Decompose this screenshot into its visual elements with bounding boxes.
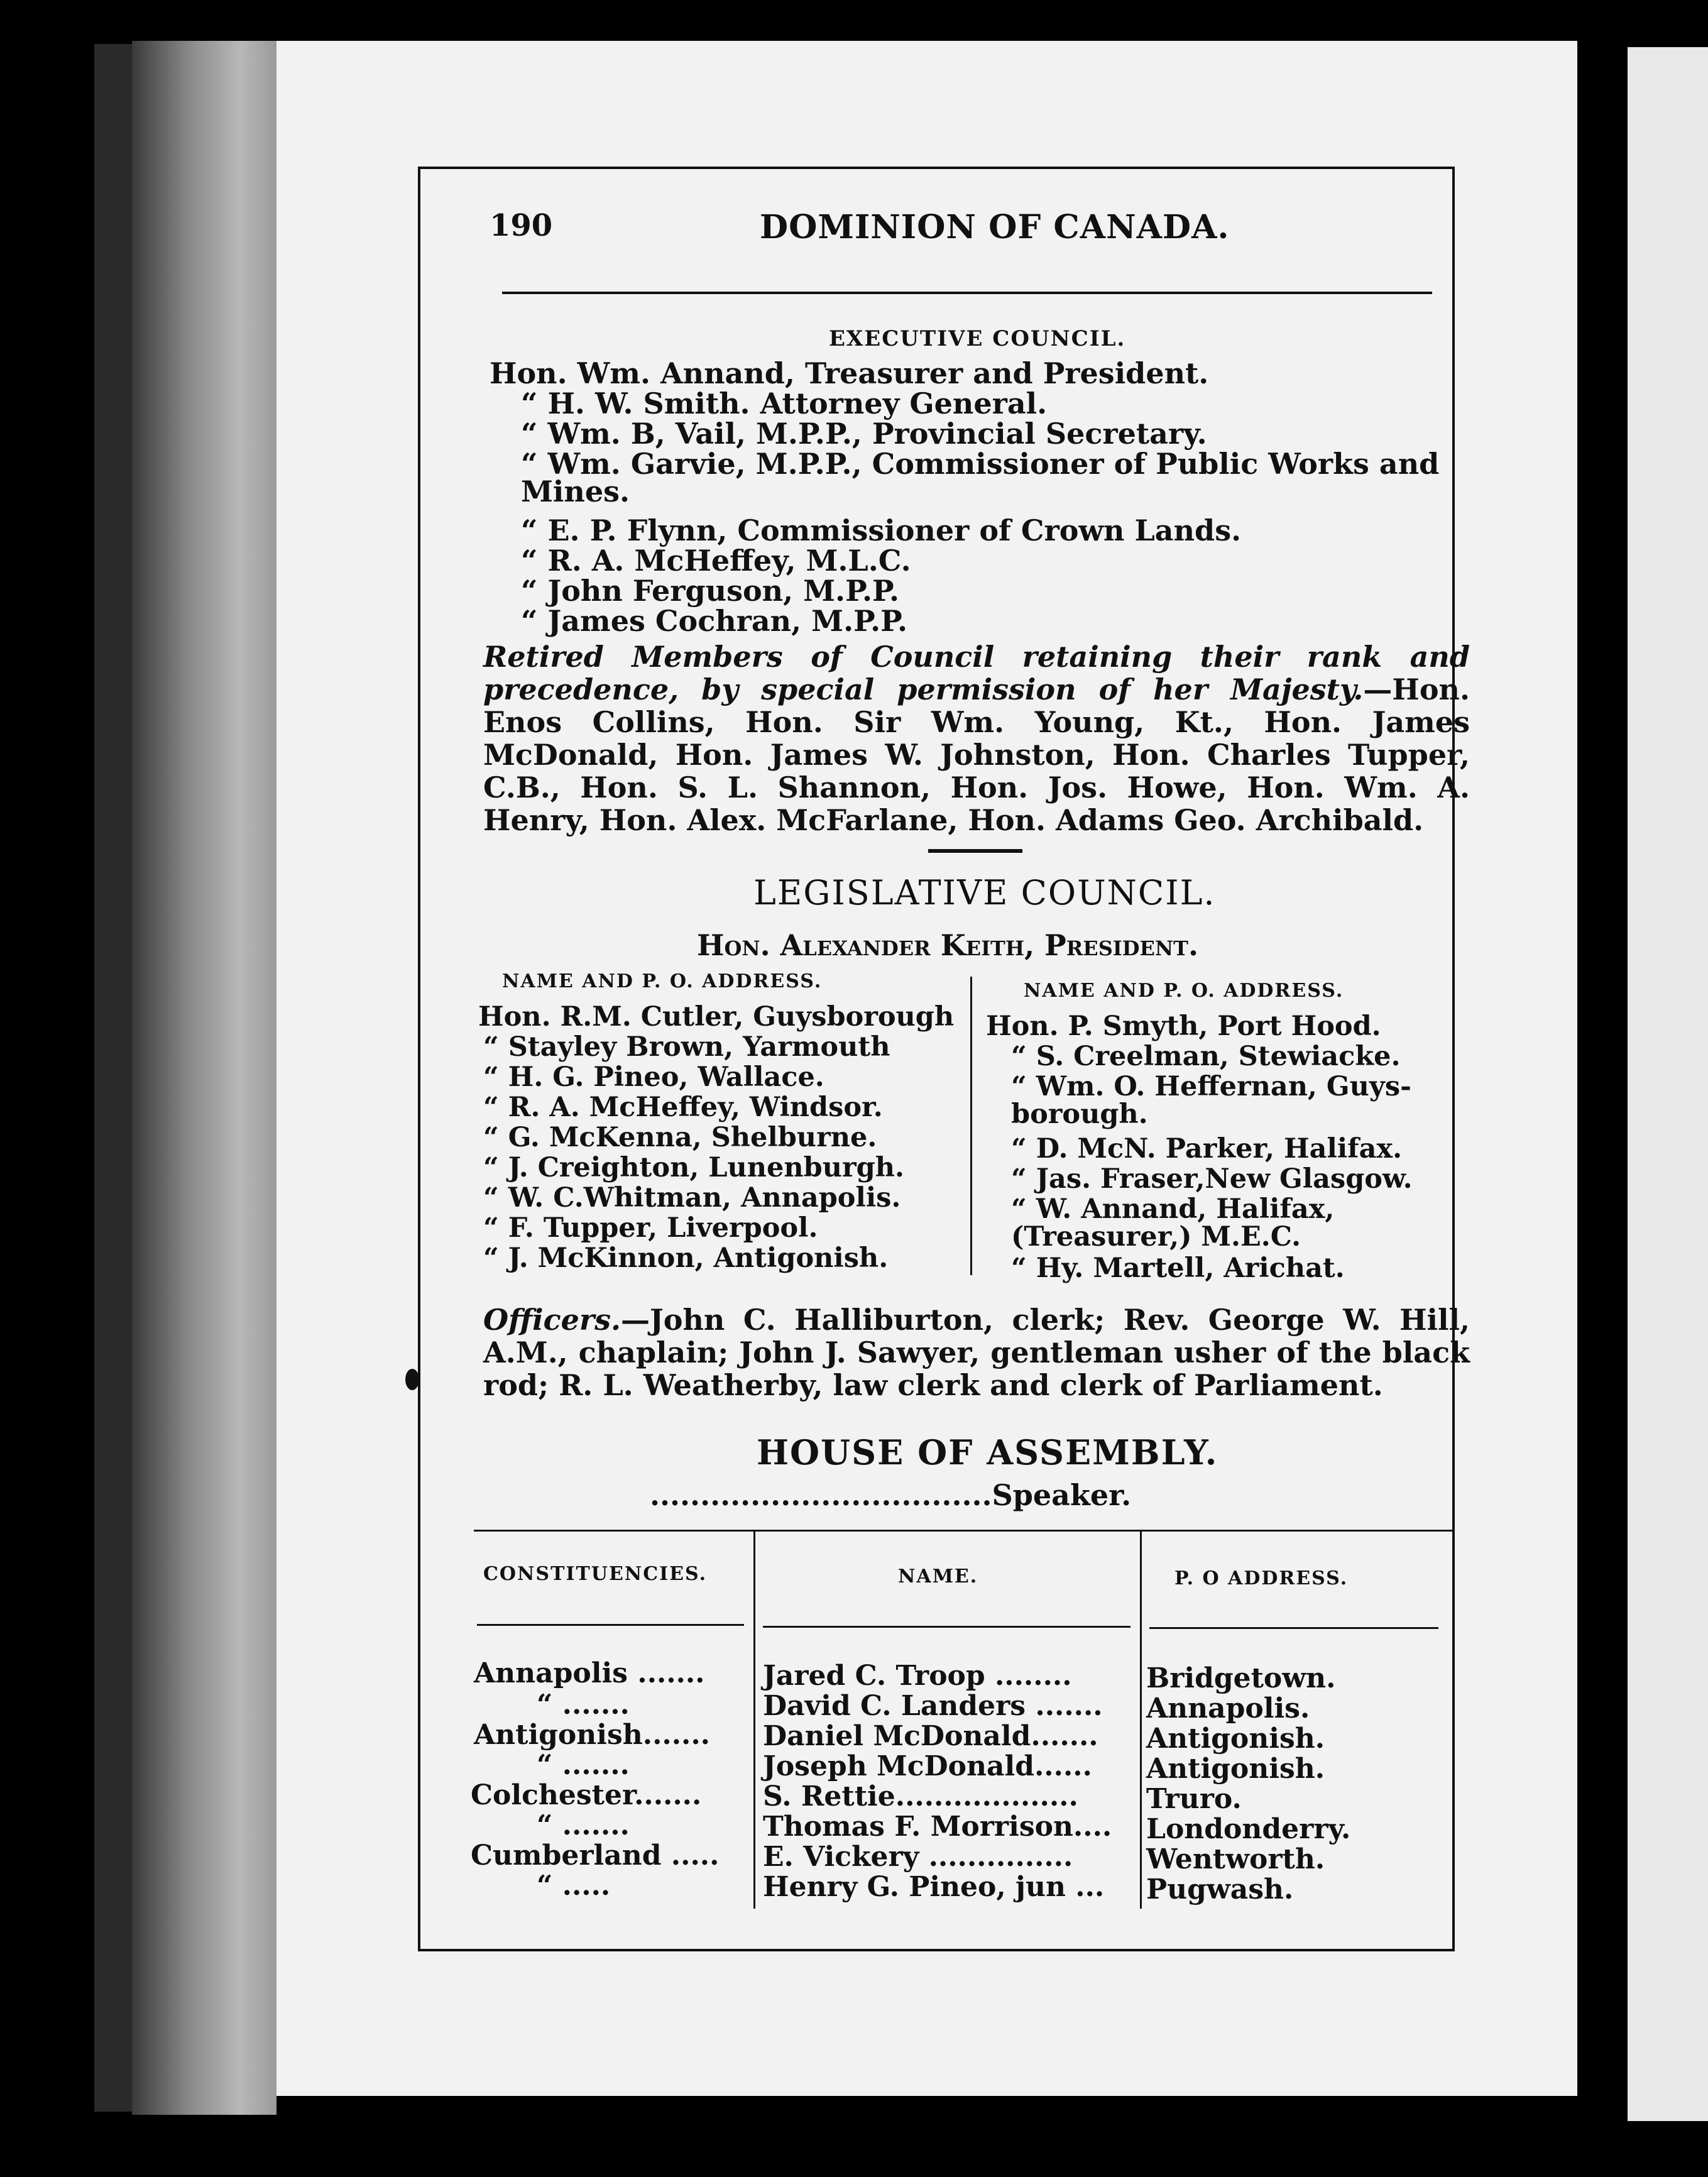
officers-label: Officers.	[483, 1303, 621, 1337]
page-number: 190	[490, 208, 553, 243]
table-col-rule	[753, 1532, 755, 1909]
ink-mark	[405, 1369, 419, 1390]
table-cell-address: Wentworth.	[1146, 1843, 1325, 1875]
table-header-address: P. O ADDRESS.	[1174, 1567, 1349, 1589]
legislative-president	[697, 929, 1198, 961]
list-item: “ Wm. O. Heffernan, Guys-	[1011, 1071, 1411, 1102]
list-item: “ R. A. McHeffey, Windsor.	[483, 1092, 883, 1123]
speaker-line: ..................................Speaker.	[650, 1478, 1132, 1512]
executive-member: “ James Cochran, M.P.P.	[521, 604, 908, 638]
list-item: Hon. R.M. Cutler, Guysborough	[478, 1001, 955, 1033]
table-col-rule	[1140, 1532, 1142, 1909]
table-cell-address: Londonderry.	[1146, 1813, 1351, 1845]
page-stack-edge	[132, 41, 276, 2115]
header-underline	[477, 1624, 744, 1626]
header-rule	[502, 292, 1432, 294]
page-frame	[418, 167, 1470, 1951]
page-title: DOMINION OF CANADA.	[760, 208, 1230, 246]
list-item: “ W. Annand, Halifax,	[1011, 1193, 1335, 1225]
table-cell-address: Antigonish.	[1146, 1723, 1325, 1755]
section-divider	[928, 849, 1022, 853]
table-cell-name: Daniel McDonald.......	[763, 1720, 1098, 1752]
table-top-rule	[474, 1530, 1454, 1532]
table-cell-constituency: “ .......	[537, 1749, 630, 1781]
header-underline	[763, 1626, 1130, 1628]
officers-paragraph	[483, 1303, 1470, 1401]
list-item: “ Stayley Brown, Yarmouth	[483, 1031, 890, 1063]
table-header-constituencies: CONSTITUENCIES.	[483, 1563, 708, 1585]
list-item: “ W. C.Whitman, Annapolis.	[483, 1182, 901, 1214]
retired-members-list: —Hon. Enos Collins, Hon. Sir Wm. Young, Kt., Hon. James McDonald, Hon. James W. Johnston, Hon. Charles Tupper, C.B., Hon. S. L. Shannon, Hon. Jos. Howe, Hon. Wm. A. Henry, Hon. Alex. McFarlane, Hon. Adams Geo. Archibald.	[483, 672, 1470, 837]
executive-heading: EXECUTIVE COUNCIL.	[829, 326, 1126, 351]
table-cell-name: Thomas F. Morrison....	[763, 1811, 1112, 1843]
column-divider	[970, 977, 972, 1275]
executive-member: Hon. Wm. Annand, Treasurer and President.	[490, 356, 1209, 390]
executive-member: “ Wm. Garvie, M.P.P., Commissioner of Public Works and	[521, 447, 1440, 481]
executive-member: “ E. P. Flynn, Commissioner of Crown Lands.	[521, 513, 1242, 547]
table-cell-name: E. Vickery ...............	[763, 1841, 1073, 1873]
table-cell-name: David C. Landers .......	[763, 1690, 1103, 1722]
list-item: borough.	[1011, 1099, 1148, 1130]
list-item: “ D. McN. Parker, Halifax.	[1011, 1133, 1403, 1165]
assembly-heading: HOUSE OF ASSEMBLY.	[757, 1432, 1218, 1472]
table-cell-address: Antigonish.	[1146, 1753, 1325, 1785]
table-cell-constituency: “ .......	[537, 1809, 630, 1841]
table-cell-address: Truro.	[1146, 1783, 1242, 1815]
list-item: “ H. G. Pineo, Wallace.	[483, 1061, 824, 1093]
table-cell-constituency: Colchester.......	[471, 1779, 702, 1811]
table-cell-name: Henry G. Pineo, jun ...	[763, 1871, 1105, 1903]
list-item: “ Hy. Martell, Arichat.	[1011, 1253, 1345, 1284]
executive-member: Mines.	[521, 474, 630, 508]
legislative-heading: LEGISLATIVE COUNCIL.	[753, 873, 1216, 913]
table-cell-constituency: “ .....	[537, 1870, 611, 1902]
list-item: “ J. McKinnon, Antigonish.	[483, 1242, 889, 1274]
list-item: “ J. Creighton, Lunenburgh.	[483, 1152, 904, 1183]
list-item: (Treasurer,) M.E.C.	[1011, 1221, 1301, 1253]
table-cell-constituency: Cumberland .....	[471, 1840, 720, 1872]
list-item: “ G. McKenna, Shelburne.	[483, 1122, 877, 1153]
president-name: Hon. Alexander Keith, President.	[697, 928, 1198, 962]
executive-member: “ John Ferguson, M.P.P.	[521, 574, 900, 608]
table-cell-constituency: Annapolis .......	[474, 1657, 705, 1689]
left-column-heading: NAME AND P. O. ADDRESS.	[502, 970, 823, 992]
table-cell-name: Jared C. Troop ........	[763, 1660, 1072, 1692]
header-underline	[1149, 1627, 1438, 1629]
executive-member: “ Wm. B, Vail, M.P.P., Provincial Secretary.	[521, 417, 1207, 451]
table-cell-address: Bridgetown.	[1146, 1662, 1336, 1694]
table-header-name: NAME.	[898, 1566, 978, 1588]
table-cell-address: Annapolis.	[1146, 1692, 1310, 1725]
book-spine-edge	[94, 44, 132, 2112]
table-cell-address: Pugwash.	[1146, 1873, 1294, 1906]
facing-page-edge	[1628, 47, 1708, 2121]
executive-member: “ H. W. Smith. Attorney General.	[521, 387, 1048, 420]
list-item: “ S. Creelman, Stewiacke.	[1011, 1041, 1401, 1072]
retired-members-paragraph	[483, 640, 1470, 836]
list-item: Hon. P. Smyth, Port Hood.	[986, 1011, 1381, 1042]
table-cell-constituency: Antigonish.......	[474, 1719, 710, 1751]
table-cell-constituency: “ .......	[537, 1689, 630, 1721]
retired-members-intro: Retired Members of Council retaining their rank and precedence, by special permission of her Majesty.	[483, 640, 1470, 706]
list-item: “ Jas. Fraser,New Glasgow.	[1011, 1163, 1413, 1195]
table-cell-name: Joseph McDonald......	[763, 1750, 1092, 1782]
table-cell-name: S. Rettie...................	[763, 1780, 1078, 1812]
list-item: “ F. Tupper, Liverpool.	[483, 1212, 818, 1244]
executive-member: “ R. A. McHeffey, M.L.C.	[521, 544, 911, 578]
right-column-heading: NAME AND P. O. ADDRESS.	[1024, 980, 1344, 1002]
officers-text: —John C. Halliburton, clerk; Rev. George W. Hill, A.M., chaplain; John J. Sawyer, gentleman usher of the black rod; R. L. Weatherby, law clerk and clerk of Parliament.	[483, 1303, 1470, 1402]
